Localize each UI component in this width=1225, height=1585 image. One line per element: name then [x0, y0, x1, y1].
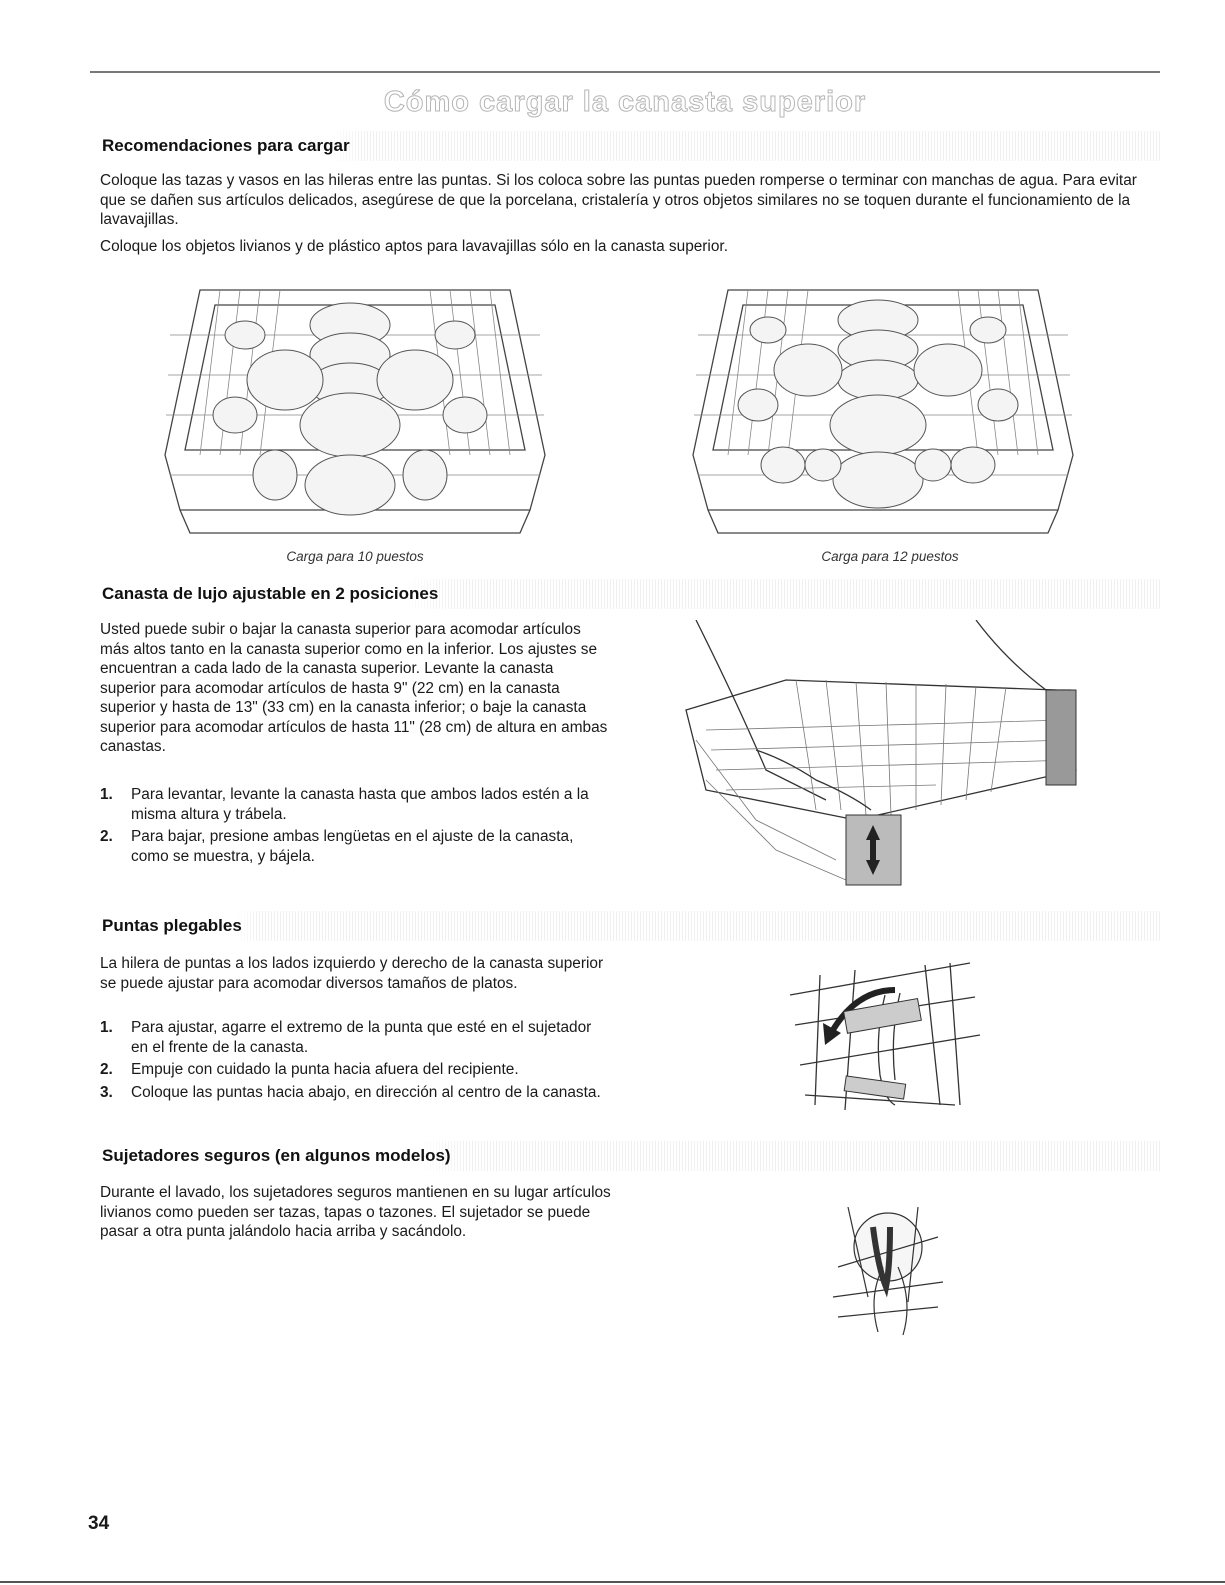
section-heading-recomendaciones — [100, 131, 1160, 161]
section-heading-canasta-ajustable — [100, 579, 1160, 609]
paragraph-cups-glasses: Coloque las tazas y vasos en las hileras entre las puntas. Si los coloca sobre las puntas pueden romperse o terminar con manchas de agua. Para evitar que se dañen sus artículos delicados, asegúrese de que la porcelana, cristalería y otros objetos similares no se toquen durante el funcionamiento de la lavavajillas. — [100, 172, 1137, 228]
caption-12-place: Carga para 12 puestos — [821, 549, 959, 564]
folding-tines-illustration — [785, 955, 985, 1115]
caption-10-place: Carga para 10 puestos — [286, 549, 424, 564]
rack-12-place-illustration — [688, 275, 1078, 540]
heading-text: Puntas plegables — [100, 911, 260, 941]
list-item: 2. Empuje con cuidado la punta hacia afuera del recipiente. — [100, 1061, 519, 1078]
list-item: 3. Coloque las puntas hacia abajo, en dirección al centro de la canasta. — [100, 1083, 601, 1101]
list-item: 2. Para bajar, presione ambas lengüetas en el ajuste de la canasta, como se muestra, y bájela. — [100, 828, 574, 865]
top-rule — [90, 71, 1160, 73]
section-heading-puntas-plegables — [100, 911, 1160, 941]
clip-illustration — [828, 1207, 948, 1337]
page-number: 34 — [88, 1513, 110, 1534]
paragraph-clips: Durante el lavado, los sujetadores seguros mantienen en su lugar artículos livianos como pueden ser tazas, tapas o tazones. El sujetador se puede pasar a otra punta jalándolo hacia arriba y sacándolo. — [100, 1184, 611, 1240]
folding-tines-steps-list — [100, 1018, 610, 1105]
list-item: 1. Para levantar, levante la canasta hasta que ambos lados estén a la misma altura y trábela. — [100, 786, 589, 823]
paragraph-folding-tines: La hilera de puntas a los lados izquierdo y derecho de la canasta superior se puede ajustar para acomodar diversos tamaños de platos. — [100, 955, 604, 992]
section-heading-sujetadores — [100, 1141, 1160, 1171]
heading-text: Canasta de lujo ajustable en 2 posiciones — [100, 579, 456, 609]
paragraph-adjustable-rack: Usted puede subir o bajar la canasta superior para acomodar artículos más altos tanto en la canasta superior como en la inferior. Los ajustes se encuentran a cada lado de la canasta superior. Levante la canasta superior para acomodar artículos de hasta 9" (22 cm) en la canasta superior y hasta de 13" (33 cm) en la canasta inferior; o baje la canasta superior para acomodar artículos de hasta 11" (28 cm) de altura en ambas canastas. — [100, 621, 608, 755]
page-title: Cómo cargar la canasta superior — [383, 86, 867, 118]
list-item: 1. Para ajustar, agarre el extremo de la punta que esté en el sujetador en el frente de la canasta. — [100, 1019, 592, 1056]
paragraph-plastic-items: Coloque los objetos livianos y de plástico aptos para lavavajillas sólo en la canasta superior. — [100, 238, 728, 255]
rack-adjuster-illustration — [676, 620, 1086, 900]
adjust-steps-list — [100, 785, 600, 869]
rack-10-place-illustration — [160, 275, 550, 540]
bottom-rule — [0, 1581, 1225, 1583]
heading-text: Recomendaciones para cargar — [100, 131, 368, 161]
heading-text: Sujetadores seguros (en algunos modelos) — [100, 1141, 469, 1171]
